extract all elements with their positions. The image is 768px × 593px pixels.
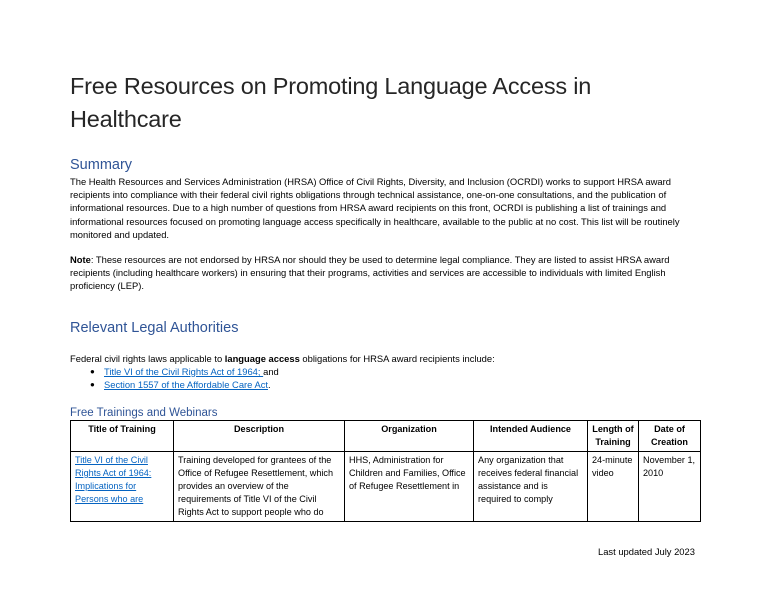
organization-cell: HHS, Administration for Children and Families, Office of Refugee Resettlement in [345, 451, 474, 521]
date-cell: November 1, 2010 [639, 451, 701, 521]
column-header: Length of Training [588, 420, 639, 451]
section-1557-link[interactable]: Section 1557 of the Affordable Care Act [104, 379, 269, 391]
note-text: : These resources are not endorsed by HRSA nor should they be used to determine legal compliance. They are listed to assist HRSA award recipients (including healthcare workers) in ensuring that their programs, activities and services are accessible to individuals with limited English proficiency (LEP). [70, 254, 670, 292]
audience-cell: Any organization that receives federal financial assistance and is required to comply [474, 451, 588, 521]
legal-heading: Relevant Legal Authorities [70, 319, 239, 336]
bullet-icon: ● [90, 366, 95, 376]
summary-paragraph: The Health Resources and Services Administration (HRSA) Office of Civil Rights, Diversity, and Inclusion (OCRDI) works to support HRSA award recipients into compliance with their federal civil rights obligations through technical assistance, one-on-one consultations, and the publication of informational resources. Due to a high number of questions from HRSA award recipients on this front, OCRDI is publishing a list of trainings and informational resources focused on promoting language access specifically in healthcare, available to the public at no cost. This list will be routinely monitored and updated. [70, 176, 680, 240]
table-row [71, 451, 701, 521]
column-header: Title of Training [71, 420, 174, 451]
column-header: Date of Creation [639, 420, 701, 451]
title-vi-link[interactable]: Title VI of the Civil Rights Act of 1964; [104, 365, 264, 377]
legal-intro: Federal civil rights laws applicable to language access obligations for HRSA award recipients include: [70, 352, 495, 364]
training-title-link[interactable]: Title VI of the Civil Rights Act of 1964: Implications for Persons who are [75, 454, 152, 504]
table-header-row [71, 420, 701, 451]
trainings-heading: Free Trainings and Webinars [70, 406, 218, 419]
page-title: Free Resources on Promoting Language Access in Healthcare [70, 73, 592, 132]
trainings-table [70, 420, 701, 522]
bullet-icon: ● [90, 380, 95, 390]
summary-heading: Summary [70, 157, 133, 173]
note-paragraph [70, 253, 700, 293]
column-header: Description [174, 420, 345, 451]
legal-list-item: ● Section 1557 of the Affordable Care Act. [90, 379, 271, 391]
column-header: Organization [345, 420, 474, 451]
description-cell: Training developed for grantees of the Office of Refugee Resettlement, which provides an overview of the requirements of Title VI of the Civil Rights Act to support people who do [174, 451, 345, 521]
legal-list [70, 365, 700, 392]
length-cell: 24-minute video [588, 451, 639, 521]
training-title-cell [71, 451, 174, 521]
column-header: Intended Audience [474, 420, 588, 451]
legal-list-item: ● Title VI of the Civil Rights Act of 1964; and [90, 365, 279, 377]
note-label: Note [70, 254, 91, 266]
document-page [70, 70, 700, 522]
last-updated-footer: Last updated July 2023 [598, 546, 695, 557]
language-access-bold: language access [224, 352, 300, 364]
